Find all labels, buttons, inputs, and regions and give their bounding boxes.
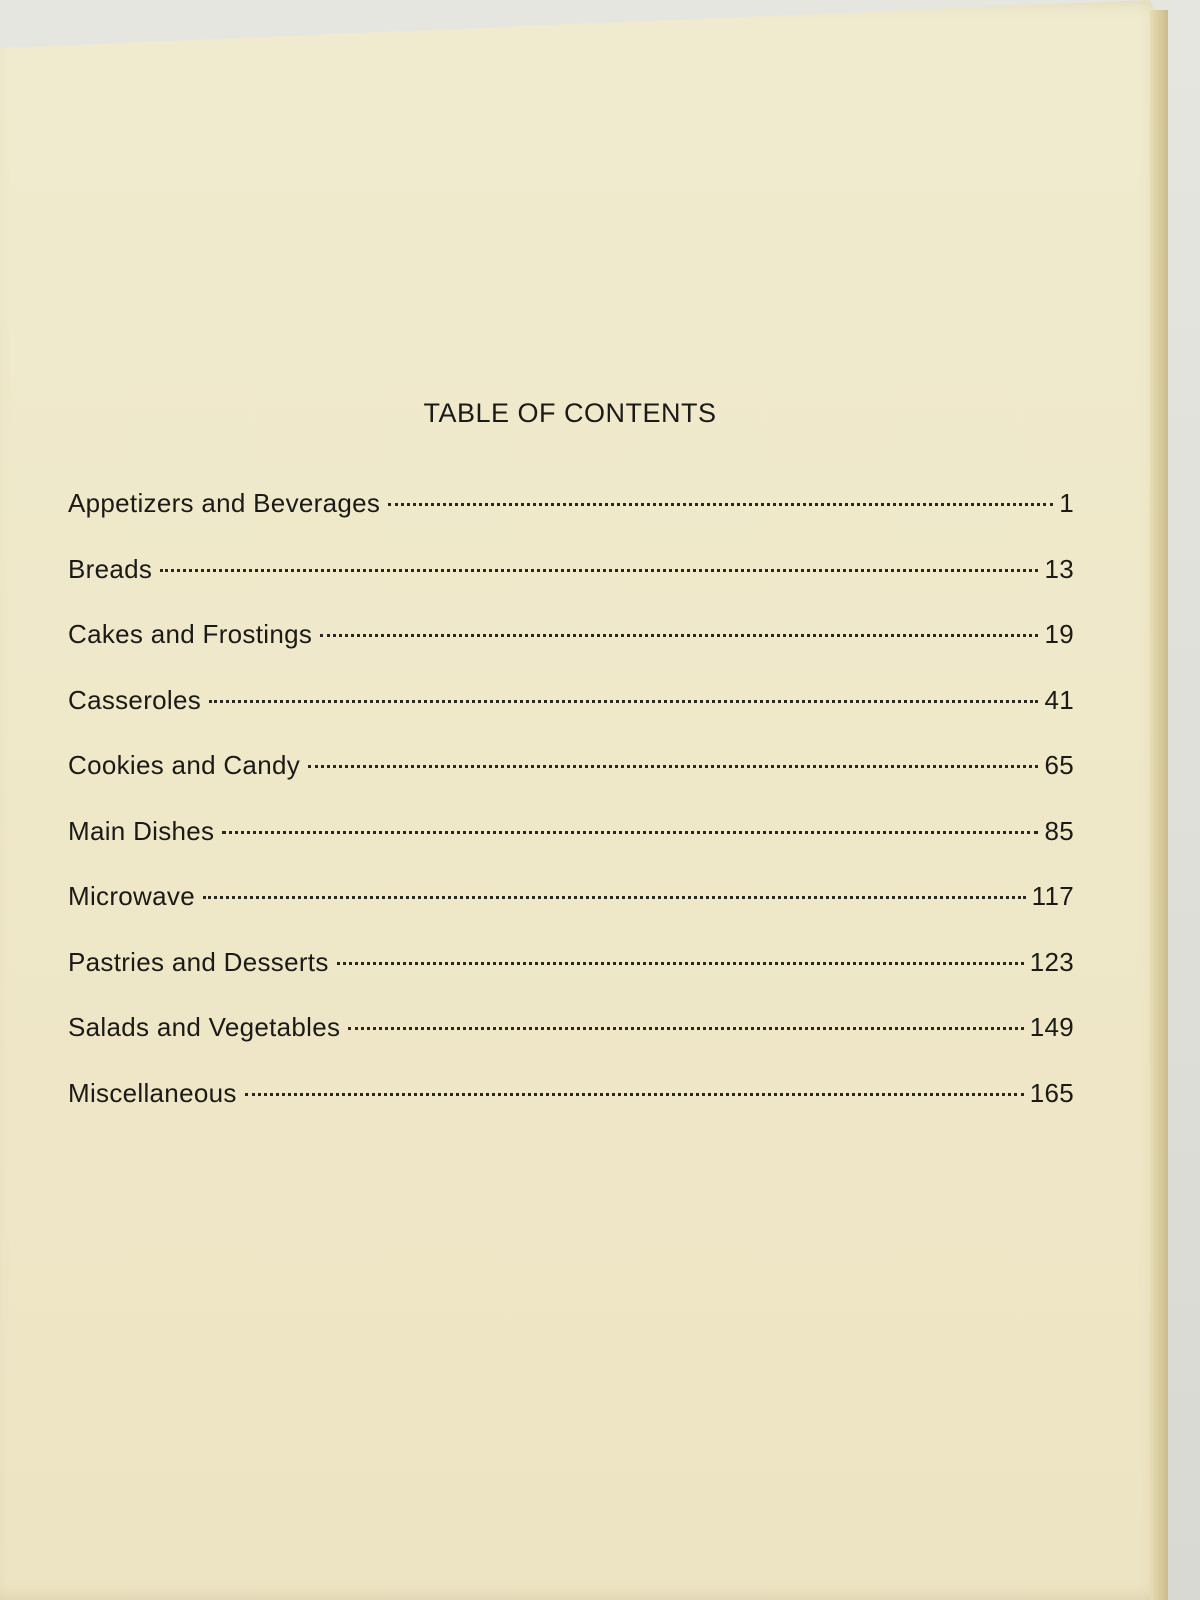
toc-entry-page: 13 bbox=[1044, 553, 1074, 584]
dot-leader bbox=[337, 962, 1024, 965]
toc-entry-page: 117 bbox=[1031, 881, 1074, 911]
dot-leader bbox=[388, 503, 1053, 506]
dot-leader bbox=[209, 700, 1038, 703]
toc-entry-page: 165 bbox=[1029, 1077, 1074, 1108]
toc-entry-page: 1 bbox=[1059, 488, 1074, 518]
toc-entry-label: Cookies and Candy bbox=[68, 750, 301, 780]
toc-entry-appetizers[interactable] bbox=[68, 488, 1074, 554]
toc-entry-page: 85 bbox=[1044, 815, 1074, 846]
toc-entry-page: 41 bbox=[1044, 684, 1074, 715]
toc-entry-pastries[interactable] bbox=[68, 947, 1074, 1013]
toc-entry-main-dishes[interactable] bbox=[68, 816, 1074, 882]
toc-entry-miscellaneous[interactable] bbox=[68, 1078, 1074, 1144]
toc-entry-page: 19 bbox=[1044, 619, 1074, 649]
dot-leader bbox=[160, 569, 1038, 572]
toc-entry-page: 149 bbox=[1029, 1012, 1074, 1042]
toc-entry-salads[interactable] bbox=[68, 1012, 1074, 1078]
toc-entry-label: Appetizers and Beverages bbox=[68, 488, 381, 518]
toc-entry-label: Breads bbox=[68, 553, 153, 584]
toc-entry-casseroles[interactable] bbox=[68, 685, 1074, 751]
toc-entry-label: Salads and Vegetables bbox=[68, 1012, 341, 1042]
toc-entry-label: Pastries and Desserts bbox=[68, 946, 329, 977]
toc-entry-page: 65 bbox=[1044, 750, 1074, 780]
page-title: TABLE OF CONTENTS bbox=[423, 398, 717, 428]
page-edge bbox=[1150, 10, 1168, 1600]
toc-entry-label: Casseroles bbox=[68, 684, 202, 715]
dot-leader bbox=[203, 896, 1026, 899]
toc-entry-page: 123 bbox=[1029, 946, 1074, 977]
toc-entry-breads[interactable] bbox=[68, 554, 1074, 620]
dot-leader bbox=[222, 831, 1038, 834]
dot-leader bbox=[245, 1093, 1024, 1096]
toc-entry-microwave[interactable] bbox=[68, 881, 1074, 947]
toc-entry-label: Miscellaneous bbox=[68, 1077, 237, 1108]
toc-entry-label: Main Dishes bbox=[68, 815, 215, 846]
toc-entry-cookies[interactable] bbox=[68, 750, 1074, 816]
toc-entry-cakes[interactable] bbox=[68, 619, 1074, 685]
dot-leader bbox=[320, 634, 1038, 637]
toc-entry-label: Microwave bbox=[68, 881, 195, 911]
dot-leader bbox=[308, 765, 1038, 768]
dot-leader bbox=[348, 1027, 1023, 1030]
table-of-contents bbox=[68, 488, 1074, 1143]
toc-entry-label: Cakes and Frostings bbox=[68, 619, 313, 649]
